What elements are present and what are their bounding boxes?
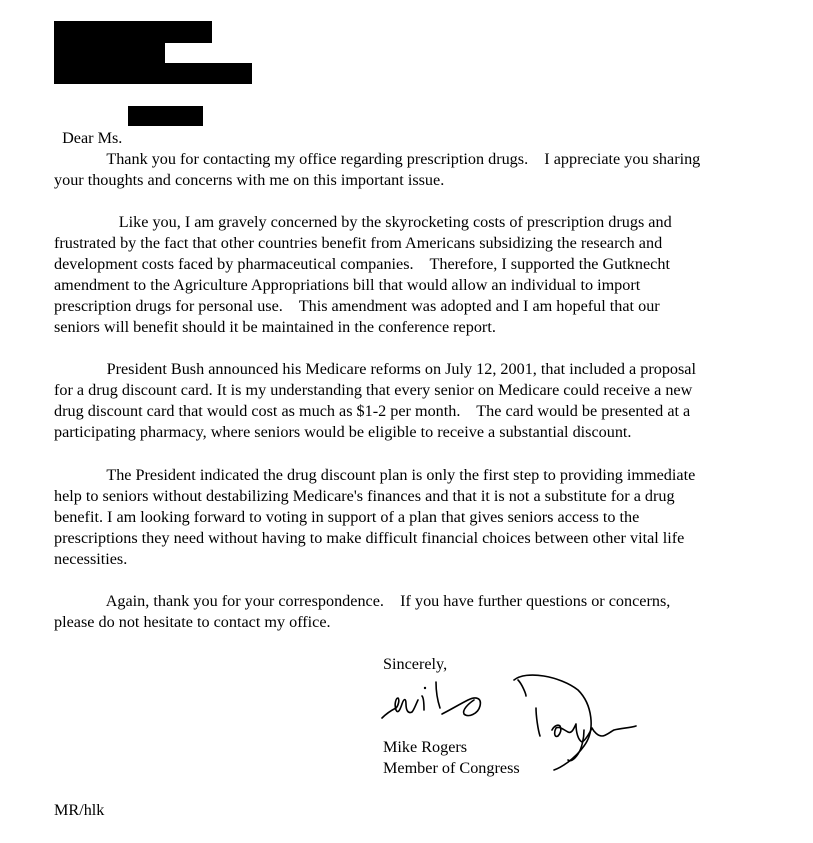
signer-name: Mike Rogers — [383, 738, 468, 756]
paragraph-3-line-3: drug discount card that would cost as much as $1-2 per month. The card would be presented at a — [54, 402, 691, 420]
salutation-text: Dear Ms. — [62, 129, 123, 147]
redacted-recipient-name — [128, 106, 203, 126]
paragraph-4-line-4: prescriptions they need without having to make difficult financial choices between other vital life — [54, 529, 685, 547]
paragraph-2-line-2: frustrated by the fact that other countries benefit from Americans subsidizing the research and — [54, 234, 663, 252]
paragraph-2-line-6: seniors will benefit should it be maintained in the conference report. — [54, 318, 496, 336]
paragraph-3-line-1: President Bush announced his Medicare reforms on July 12, 2001, that included a proposal — [54, 360, 696, 378]
signer-title: Member of Congress — [383, 759, 520, 777]
paragraph-4-line-1: The President indicated the drug discount plan is only the first step to providing immediate — [54, 466, 696, 484]
closing: Sincerely, — [383, 655, 448, 673]
redacted-address-line-3 — [54, 63, 252, 84]
paragraph-5-line-2: please do not hesitate to contact my office. — [54, 613, 331, 631]
paragraph-1-line-2: your thoughts and concerns with me on this important issue. — [54, 171, 445, 189]
reference-initials: MR/hlk — [54, 801, 105, 819]
paragraph-4-line-3: benefit. I am looking forward to voting in support of a plan that gives seniors access to the — [54, 508, 640, 526]
paragraph-4-line-2: help to seniors without destabilizing Medicare's finances and that it is not a substitute for a drug — [54, 487, 675, 505]
paragraph-2-line-4: amendment to the Agriculture Appropriations bill that would allow an individual to import — [54, 276, 641, 294]
paragraph-2-line-3: development costs faced by pharmaceutical companies. Therefore, I supported the Gutknecht — [54, 255, 670, 273]
paragraph-3-line-4: participating pharmacy, where seniors would be eligible to receive a substantial discount. — [54, 423, 632, 441]
redacted-address-line-1 — [54, 21, 212, 43]
paragraph-2-line-1: Like you, I am gravely concerned by the skyrocketing costs of prescription drugs and — [54, 213, 672, 231]
salutation — [54, 107, 122, 149]
paragraph-5-line-1: Again, thank you for your correspondence. If you have further questions or concerns, — [54, 592, 671, 610]
redacted-address-line-2 — [54, 43, 165, 64]
paragraph-2-line-5: prescription drugs for personal use. This amendment was adopted and I am hopeful that our — [54, 297, 660, 315]
paragraph-1-line-1: Thank you for contacting my office regarding prescription drugs. I appreciate you sharing — [54, 150, 701, 168]
paragraph-3-line-2: for a drug discount card. It is my understanding that every senior on Medicare could receive a new — [54, 381, 693, 399]
paragraph-4-line-5: necessities. — [54, 550, 128, 568]
